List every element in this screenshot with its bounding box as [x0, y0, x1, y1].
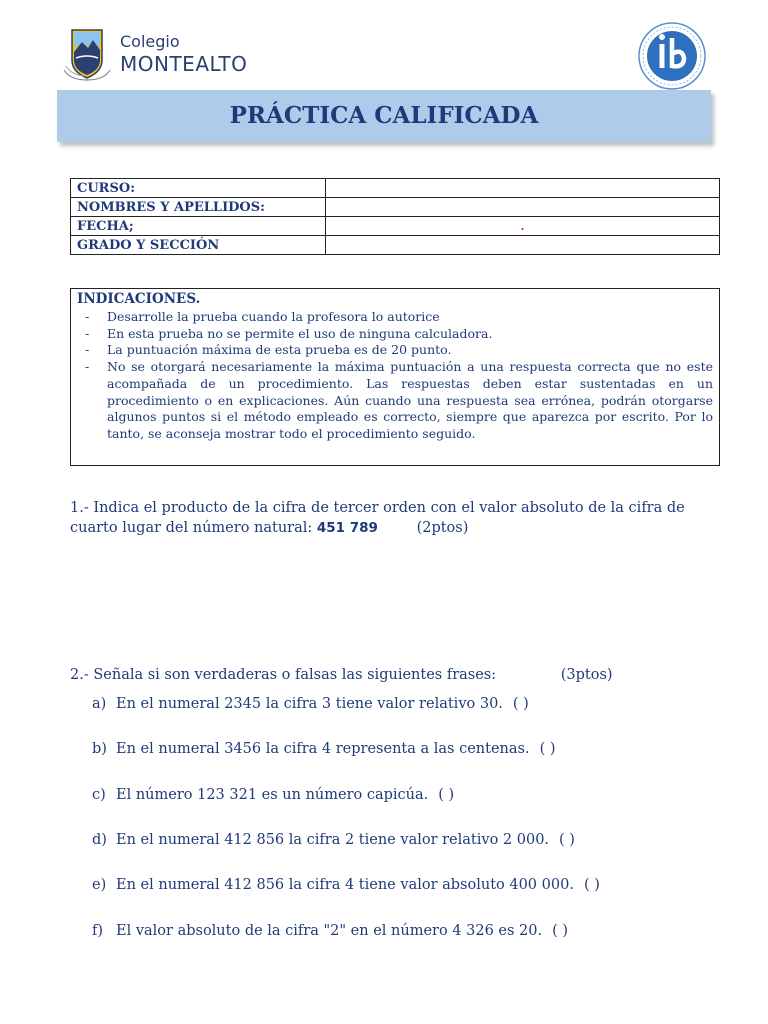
statement-text: En el numeral 2345 la cifra 3 tiene valor relativo 30. [116, 696, 503, 712]
name-field[interactable] [326, 198, 720, 217]
school-name-line1: Colegio [120, 32, 180, 51]
statement-a [92, 694, 529, 714]
ib-world-school-logo-icon [634, 18, 710, 94]
statement-letter: e) [92, 877, 107, 893]
question-2 [70, 665, 710, 685]
statement-c [92, 785, 454, 805]
question-1-number: 451 789 [316, 520, 378, 536]
statement-letter: b) [92, 741, 107, 757]
answer-blank[interactable]: ( ) [512, 696, 529, 712]
answer-blank[interactable]: ( ) [438, 787, 455, 803]
statement-text: En el numeral 3456 la cifra 4 representa a las centenas. [116, 741, 530, 757]
answer-blank[interactable]: ( ) [552, 923, 569, 939]
course-field[interactable] [326, 179, 720, 198]
instructions-title: INDICACIONES. [77, 291, 201, 307]
question-1-points: (2ptos) [416, 520, 469, 536]
statement-letter: d) [92, 832, 107, 848]
statement-text: En el numeral 412 856 la cifra 4 tiene valor absoluto 400 000. [116, 877, 574, 893]
statement-letter: c) [92, 787, 106, 803]
school-name [120, 34, 247, 74]
date-mark: . [520, 219, 525, 233]
statement-d [92, 830, 575, 850]
table-row [71, 236, 720, 255]
list-item: - En esta prueba no se permite el uso de ninguna calculadora. [85, 326, 713, 343]
statement-f [92, 921, 568, 941]
answer-blank[interactable]: ( ) [539, 741, 556, 757]
grade-section-field[interactable] [326, 236, 720, 255]
grade-section-label: GRADO Y SECCIÓN [71, 236, 326, 255]
statement-b [92, 739, 556, 759]
question-2-text: 2.- Señala si son verdaderas o falsas las siguientes frases: [70, 667, 497, 683]
instructions-box [70, 288, 720, 466]
school-name-line2: MONTEALTO [120, 52, 248, 76]
header [62, 26, 712, 86]
question-1 [70, 498, 710, 538]
statement-letter: a) [92, 696, 107, 712]
school-crest-icon [62, 26, 112, 82]
statement-e [92, 875, 600, 895]
statement-text: En el numeral 412 856 la cifra 2 tiene valor relativo 2 000. [116, 832, 550, 848]
answer-blank[interactable]: ( ) [559, 832, 575, 848]
question-1-text: 1.- Indica el producto de la cifra de tercer orden con el valor absoluto de la cifra de cuarto lugar del número natural: [70, 500, 685, 536]
statement-text: El valor absoluto de la cifra "2" en el número 4 326 es 20. [116, 923, 543, 939]
statement-letter: f) [92, 923, 104, 939]
question-2-points: (3ptos) [560, 667, 613, 683]
date-field[interactable] [326, 217, 720, 236]
name-label: NOMBRES Y APELLIDOS: [71, 198, 326, 217]
statement-text: El número 123 321 es un número capicúa. [116, 787, 429, 803]
list-item: - No se otorgará necesariamente la máxima puntuación a una respuesta correcta que no este acompañada de un procedimiento. Las respuestas deben estar sustentadas en un procedimiento o en explicaciones. Aún cuando una respuesta sea errónea, podrán otorgarse algunos puntos si el método empleado es correcto, siempre que aparezca por escrito. Por lo tanto, se aconseja mostrar todo el procedimiento seguido. [85, 359, 713, 443]
list-item: - Desarrolle la prueba cuando la profesora lo autorice [85, 309, 713, 326]
answer-blank[interactable]: ( ) [583, 877, 600, 893]
table-row [71, 179, 720, 198]
instructions-list [85, 309, 713, 443]
course-label: CURSO: [71, 179, 326, 198]
table-row [71, 217, 720, 236]
date-label: FECHA; [71, 217, 326, 236]
table-row [71, 198, 720, 217]
student-info-table [70, 178, 720, 255]
page-title: PRÁCTICA CALIFICADA [57, 90, 711, 142]
list-item: - La puntuación máxima de esta prueba es de 20 punto. [85, 342, 713, 359]
